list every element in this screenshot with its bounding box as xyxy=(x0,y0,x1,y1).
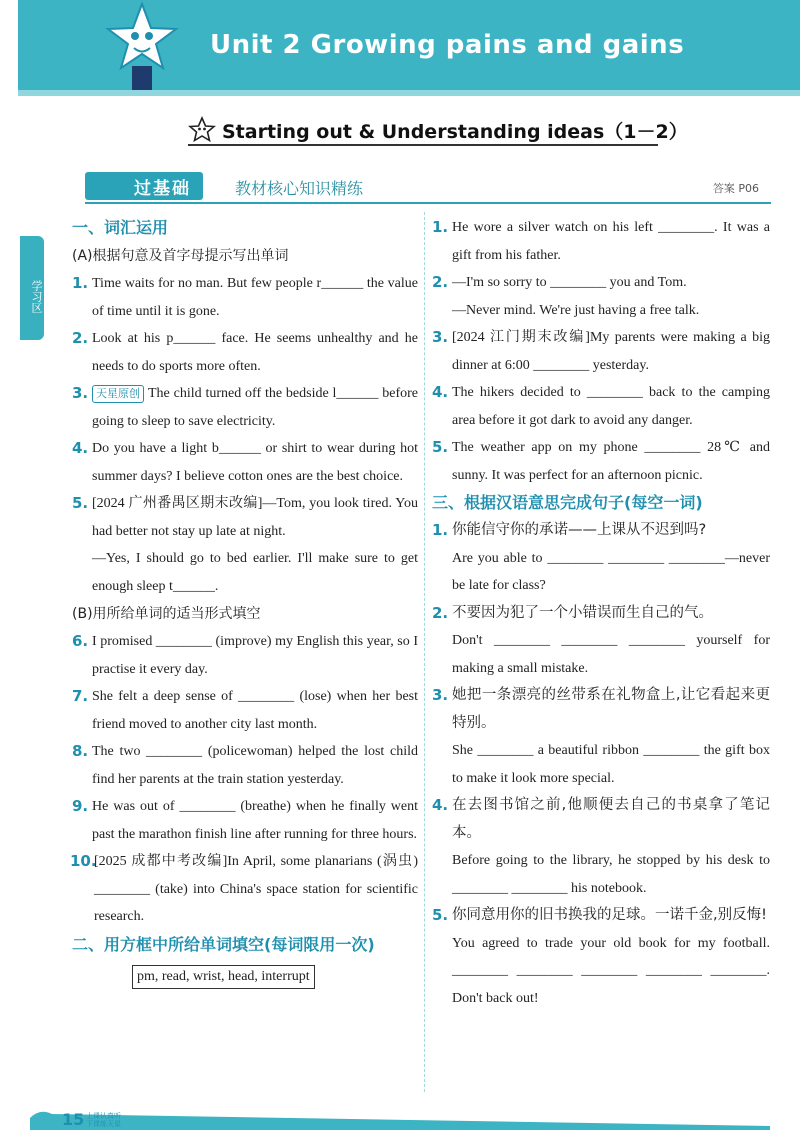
section-band xyxy=(85,168,765,204)
fill-question-1: 1. He wore a silver watch on his left ________. It was a gift from his father. xyxy=(432,218,770,263)
question-1: 1. Time waits for no man. But few people r______ the value of time until it is gone. xyxy=(72,274,418,319)
left-column xyxy=(72,214,418,989)
question-8: 8. The two ________ (policewoman) helped the lost child find her parents at the train station yesterday. xyxy=(72,742,418,787)
partA-instruction: (A)根据句意及首字母提示写出单词 xyxy=(72,248,289,264)
section2-heading: 二、用方框中所给单词填空(每词限用一次) xyxy=(72,934,375,954)
partB-instruction: (B)用所给单词的适当形式填空 xyxy=(72,606,261,622)
translate-question-3: 3. 她把一条漂亮的丝带系在礼物盒上,让它看起来更特别。 She ________ a beautiful ribbon ________ the gift box to make it look more special. xyxy=(432,686,770,786)
footer-slogan: 上课认真听 下课练天星 xyxy=(86,1112,121,1128)
right-column xyxy=(432,214,770,1012)
question-6: 6. I promised ________ (improve) my English this year, so I practise it every day. xyxy=(72,632,418,677)
band-subtitle: 教材核心知识精练 xyxy=(235,179,364,198)
unit-title: Unit 2 Growing pains and gains xyxy=(210,30,685,60)
question-9: 9. He was out of ________ (breathe) when he finally went past the marathon finish line after running for three hours. xyxy=(72,797,418,842)
question-4: 4. Do you have a light b______ or shirt to wear during hot summer days? I believe cotton ones are the best choice. xyxy=(72,439,418,484)
question-5: 5. [2024 广州番禺区期末改编]—Tom, you look tired. You had better not stay up late at night. xyxy=(72,494,418,539)
fill-question-2-reply: —Never mind. We're just having a free talk. xyxy=(452,302,700,318)
section-title xyxy=(188,112,688,148)
page-number: 15 xyxy=(62,1110,85,1129)
section1-heading: 一、词汇运用 xyxy=(72,218,169,237)
question-3: 3. 天星原创 The child turned off the bedside l______ before going to sleep to save electricity. xyxy=(72,384,418,429)
section-underline xyxy=(188,144,658,146)
question-7: 7. She felt a deep sense of ________ (lose) when her best friend moved to another city last month. xyxy=(72,687,418,732)
section-title-text: Starting out & Understanding ideas（1－2） xyxy=(222,120,688,143)
answer-reference: 答案 P06 xyxy=(712,182,759,195)
translate-question-2: 2. 不要因为犯了一个小错误而生自己的气。 Don't ________ ________ ________ yourself for making a small mistake. xyxy=(432,603,770,676)
section3-heading: 三、根据汉语意思完成句子(每空一词) xyxy=(432,493,703,512)
footer-bar xyxy=(30,1104,770,1130)
question-10: 10. [2025 成都中考改编]In April, some planarians (涡虫) ________ (take) into China's space station for scientific research. xyxy=(70,852,418,924)
translate-question-5: 5. 你同意用你的旧书换我的足球。一诺千金,别反悔! You agreed to trade your old book for my football. ________ ________ ________ ________ ________. Don't back out! xyxy=(432,906,770,1006)
star-mascot-icon xyxy=(102,0,182,96)
fill-question-3: 3. [2024 江门期末改编]My parents were making a big dinner at 6:00 ________ yesterday. xyxy=(432,328,770,373)
band-line xyxy=(85,202,771,204)
fill-question-5: 5. The weather app on my phone ________ 28℃ and sunny. It was perfect for an afternoon picnic. xyxy=(432,438,770,483)
translate-question-1: 1. 你能信守你的承诺——上课从不迟到吗? Are you able to ________ ________ ________—never be late for class? xyxy=(432,521,770,593)
question-2: 2. Look at his p______ face. He seems unhealthy and he needs to do sports more often. xyxy=(72,329,418,374)
question-5-reply: —Yes, I should go to bed earlier. I'll make sure to get enough sleep t______. xyxy=(92,551,418,594)
fill-question-4: 4. The hikers decided to ________ back to the camping area before it got dark to avoid any danger. xyxy=(432,383,770,428)
star-icon xyxy=(188,116,216,144)
word-box: pm, read, wrist, head, interrupt xyxy=(132,965,315,989)
translate-question-4: 4. 在去图书馆之前,他顺便去自己的书桌拿了笔记本。 Before going to the library, he stopped by his desk to ________ ________ his notebook. xyxy=(432,796,770,896)
fill-question-2: 2. —I'm so sorry to ________ you and Tom. xyxy=(432,273,687,291)
badge: 过基础 xyxy=(85,172,203,200)
side-tab: 学习区 xyxy=(20,236,44,340)
original-tag: 天星原创 xyxy=(92,385,144,403)
column-divider xyxy=(424,212,425,1092)
